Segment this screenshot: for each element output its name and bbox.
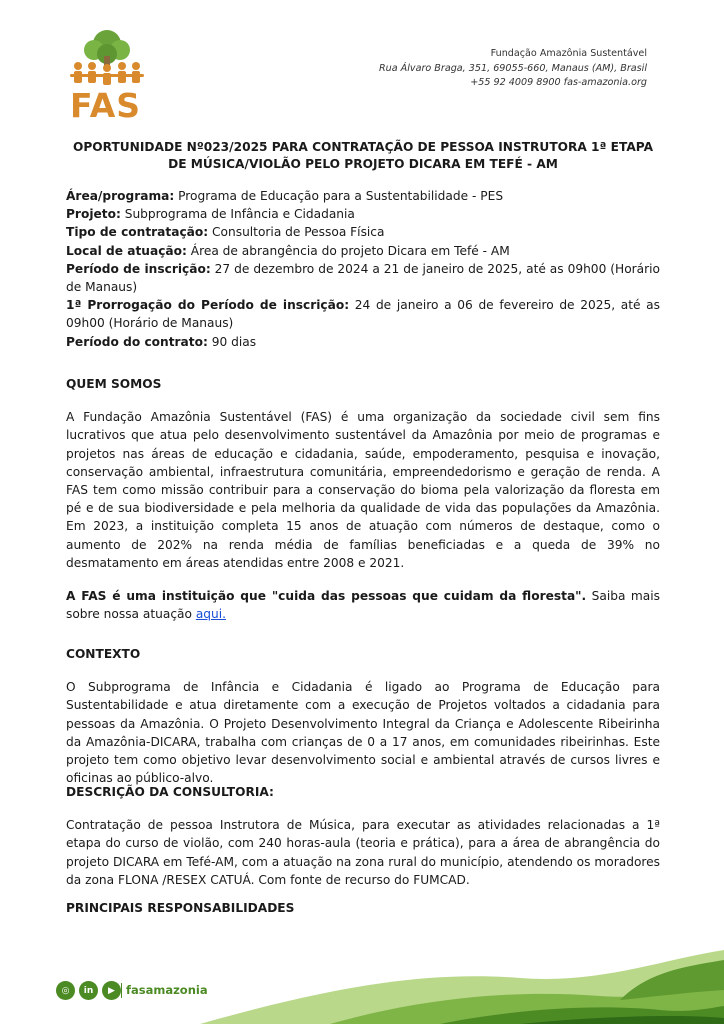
field-tipo-value: Consultoria de Pessoa Física <box>208 225 385 240</box>
field-periodo-value: 27 de dezembro de 2024 a 21 de janeiro de 2025, até as 09h00 (Horário de Manaus) <box>66 261 660 295</box>
heading-quem-somos: QUEM SOMOS <box>66 377 162 391</box>
linkedin-icon[interactable]: in <box>79 981 98 1000</box>
field-local-value: Área de abrangência do projeto Dicara em Tefé - AM <box>186 243 510 258</box>
heading-responsabilidades: PRINCIPAIS RESPONSABILIDADES <box>66 901 295 915</box>
opportunity-details <box>66 187 660 351</box>
instagram-icon[interactable]: ◎ <box>56 981 75 1000</box>
org-contact: +55 92 4009 8900 fas-amazonia.org <box>470 77 647 88</box>
field-periodo-label: Período de inscrição: <box>66 261 211 276</box>
section-responsabilidades <box>66 899 660 917</box>
field-prorrogacao-label: 1ª Prorrogação do Período de inscrição: <box>66 298 350 313</box>
org-name: Fundação Amazônia Sustentável <box>490 48 647 59</box>
organization-info <box>379 47 647 91</box>
aqui-link[interactable]: aqui. <box>195 607 227 622</box>
field-area-label: Área/programa: <box>66 189 175 203</box>
section-contexto <box>66 645 660 787</box>
section-descricao <box>66 783 660 889</box>
paragraph-descricao: Contratação de pessoa Instrutora de Música, para executar as atividades relacionadas a 1ª etapa do curso de violão, com 240 horas-aula (teoria e prática), para a área de abrangência do projeto DICARA em Tefé-AM, com a atuação na zona rural do município, atendendo os moradores da zona FLONA /RESEX CATUÁ. Com fonte de recurso do FUMCAD. <box>66 818 660 887</box>
heading-contexto: CONTEXTO <box>66 647 141 661</box>
paragraph-tagline <box>66 587 660 623</box>
field-area <box>66 187 660 205</box>
social-links <box>56 981 121 1000</box>
field-contrato <box>66 333 660 351</box>
field-tipo <box>66 223 660 241</box>
field-periodo <box>66 260 660 296</box>
field-prorrogacao <box>66 296 660 332</box>
document-title <box>66 139 660 173</box>
field-projeto <box>66 205 660 223</box>
field-contrato-value: 90 dias <box>207 334 257 349</box>
footer-divider <box>121 983 122 998</box>
youtube-icon[interactable]: ▶ <box>102 981 121 1000</box>
field-tipo-label: Tipo de contratação: <box>66 225 209 240</box>
social-handle: fasamazonia <box>126 983 208 997</box>
field-projeto-value: Subprograma de Infância e Cidadania <box>120 207 355 222</box>
paragraph-quem-somos: A Fundação Amazônia Sustentável (FAS) é uma organização da sociedade civil sem fins lucrativos que atua pelo desenvolvimento sustentável da Amazônia por meio de programas e projetos nas áreas de educação e cidadania, saúde, empoderamento, pesquisa e inovação, conservação ambiental, infraestrutura comunitária, empreendedorismo e geração de renda. A FAS tem como missão contribuir para a conservação do bioma pela valorização da floresta em pé e de sua biodiversidade e pela melhoria da qualidade de vida das populações da Amazônia. Em 2023, a instituição completa 15 anos de atuação com números de destaque, como o aumento de 202% na renda média de famílias beneficiadas e a queda de 39% no desmatamento em áreas atendidas entre 2008 e 2021. <box>66 410 660 570</box>
field-local <box>66 242 660 260</box>
field-contrato-label: Período do contrato: <box>66 334 208 349</box>
tagline-bold: A FAS é uma instituição que "cuida das pessoas que cuidam da floresta". <box>66 589 587 604</box>
field-local-label: Local de atuação: <box>66 243 187 258</box>
field-area-value: Programa de Educação para a Sustentabilidade - PES <box>174 189 504 203</box>
footer-landscape-decoration <box>0 930 724 1024</box>
tagline-rest: Saiba mais sobre nossa atuação <box>66 589 660 622</box>
field-projeto-label: Projeto: <box>66 207 121 222</box>
title-line-1: OPORTUNIDADE Nº023/2025 PARA CONTRATAÇÃO DE PESSOA INSTRUTORA 1ª ETAPA <box>72 140 654 154</box>
heading-descricao: DESCRIÇÃO DA CONSULTORIA: <box>66 785 274 799</box>
org-address: Rua Álvaro Braga, 351, 69055-660, Manaus (AM), Brasil <box>378 62 647 74</box>
paragraph-contexto: O Subprograma de Infância e Cidadania é ligado ao Programa de Educação para Sustentabilidade e atua diretamente com a execução de Projetos voltados a cidadania para pessoas da Amazônia. O Projeto Desenvolvimento Integral da Criança e Adolescente Ribeirinha da Amazônia-DICARA, trabalha com crianças de 0 a 17 anos, em comunidades ribeirinhas. Este projeto tem como objetivo levar desenvolvimento social e ambiental através de cursos livres e oficinas ao público-alvo. <box>66 680 660 786</box>
field-prorrogacao-value: 24 de janeiro a 06 de fevereiro de 2025, até as 09h00 (Horário de Manaus) <box>66 298 660 331</box>
logo-wordmark: FAS <box>70 86 142 125</box>
title-line-2: DE MÚSICA/VIOLÃO PELO PROJETO DICARA EM TEFÉ - AM <box>168 157 558 171</box>
section-quem-somos <box>66 375 660 623</box>
